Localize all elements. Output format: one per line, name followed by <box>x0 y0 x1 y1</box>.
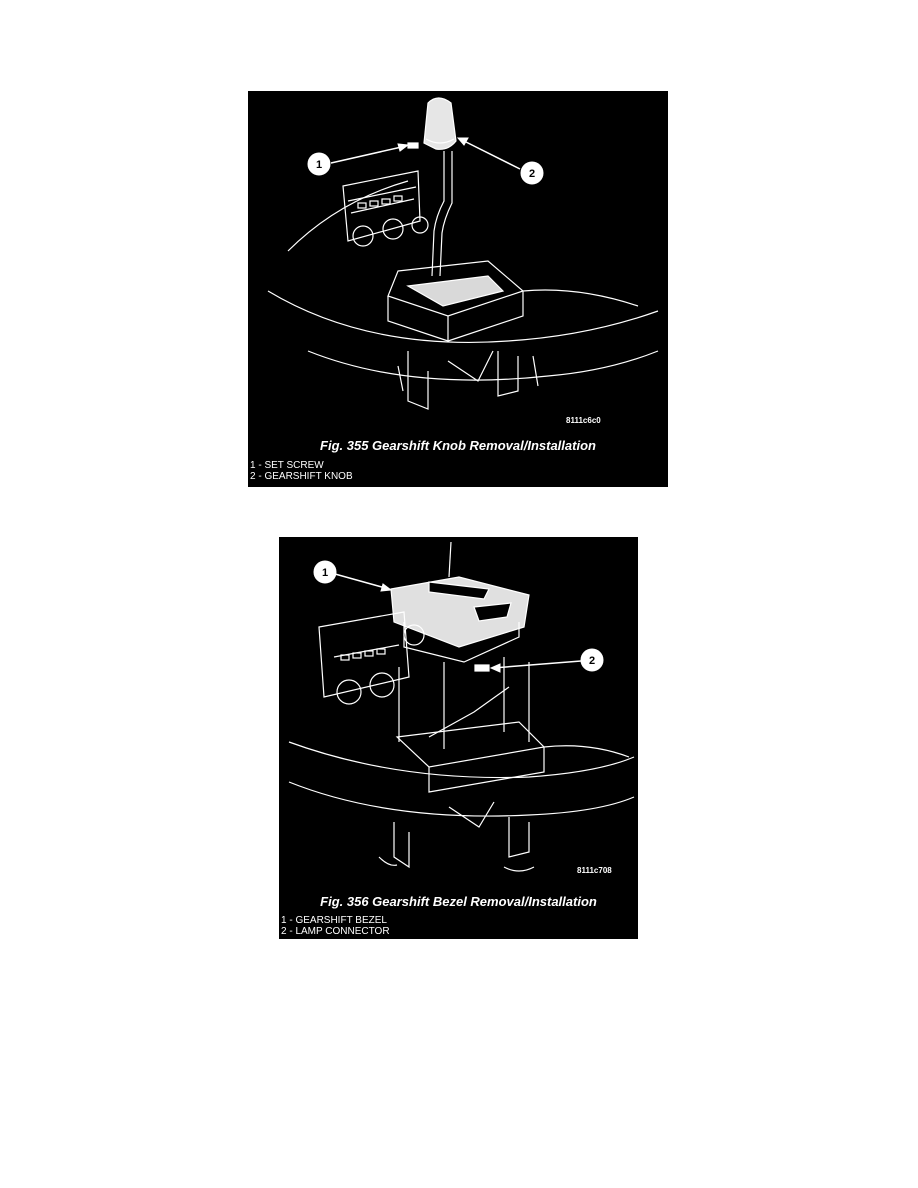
figure-legend <box>250 460 353 482</box>
gearshift-bezel-illustration <box>279 537 638 939</box>
legend-item: 2 - LAMP CONNECTOR <box>281 926 390 937</box>
figure-355 <box>248 91 668 487</box>
callout-2-label: 2 <box>528 168 536 180</box>
figure-356 <box>279 537 638 939</box>
figure-caption: Fig. 356 Gearshift Bezel Removal/Installation <box>320 894 597 909</box>
callout-2-label: 2 <box>588 655 596 667</box>
figure-legend <box>281 915 390 937</box>
gearshift-knob-illustration <box>248 91 668 487</box>
callout-1-label: 1 <box>315 159 323 171</box>
legend-item: 1 - GEARSHIFT BEZEL <box>281 915 387 926</box>
legend-item: 1 - SET SCREW <box>250 460 324 471</box>
legend-item: 2 - GEARSHIFT KNOB <box>250 471 353 482</box>
figure-caption: Fig. 355 Gearshift Knob Removal/Installation <box>320 438 596 453</box>
callout-1-label: 1 <box>321 567 329 579</box>
figure-code: 8111c708 <box>577 866 612 875</box>
figure-code: 8111c6c0 <box>566 416 601 425</box>
